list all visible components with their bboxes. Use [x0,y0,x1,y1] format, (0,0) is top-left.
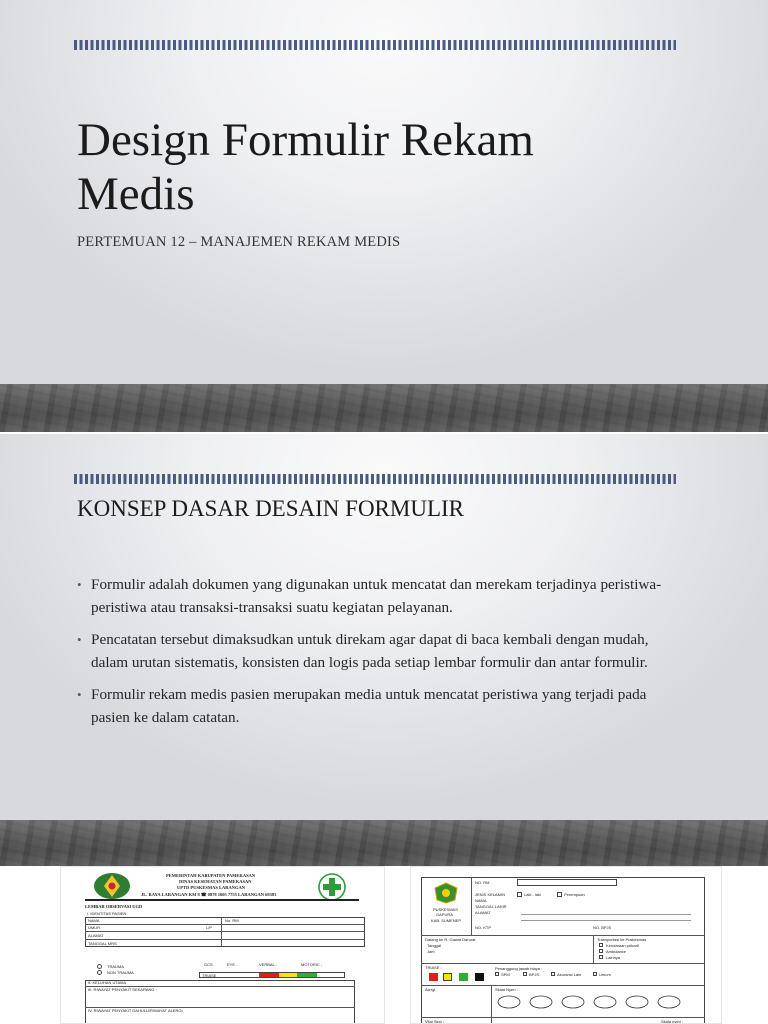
form-option-label: Lainnya [606,955,621,960]
form-field-label: UMUR [88,925,100,930]
form-field-label: JENIS KELAMIN [475,892,506,897]
form-field-label: NAMA [475,898,487,903]
triage-red-swatch [429,973,438,981]
table-line [221,917,222,947]
bullet-text: Formulir adalah dokumen yang digunakan untuk mencatat dan merekam terjadinya peristiwa-peristiwa atau transaksi-transaksi suatu kegiatan pelayanan. [91,576,662,616]
triage-green-swatch [459,973,468,981]
form-header-line: UPTD PUSKESMAS LARANGAN [177,885,246,890]
form-field-label: Datang ke R. Gawat Darurat [425,937,476,942]
checkbox-icon [593,972,597,976]
form-field-label: Skala nyeri : [661,1019,684,1024]
form-field-label: EYE - [227,962,238,967]
table-line [85,939,365,940]
table-line [421,1017,705,1018]
triage-black-swatch [475,973,484,981]
form-field-label: No. RM [225,918,239,923]
form-field-label: TRIASE : [425,965,442,970]
form-option-label: Perempuan [564,892,585,897]
checkbox-icon [551,972,555,976]
table-line [421,935,705,936]
form-field-label: NO. BPJS [593,925,612,930]
bullet-dot-icon: • [77,687,82,702]
health-cross-icon [317,873,347,901]
form-header-line: PEMERINTAH KABUPATEN PAMEKASAN [166,873,256,878]
decorative-stripe-bar [74,474,676,484]
logo-caption: KAB. SUMENEP [431,918,462,923]
form-option-label: Ambulance [606,949,627,954]
pain-scale-faces-icon [497,994,697,1010]
regency-emblem-icon [91,871,133,901]
stone-texture-band [0,820,768,866]
bullet-item [77,683,667,729]
form-option-label: Laki - laki [524,892,541,897]
slide-subtitle: PERTEMUAN 12 – MANAJEMEN REKAM MEDIS [77,234,401,250]
form-section-label: IV. RIWAYAT PENYAKIT DAHULU/RIWAYAT ALERGI [88,1008,183,1013]
triage-yellow-swatch [443,973,452,981]
fill-line [521,920,691,921]
form-field-label: Vital Sign : [425,1019,445,1024]
form-field-label: Jam [427,949,435,954]
form-section-label: III. RIWAYAT PENYAKIT SEKARANG : [88,987,157,992]
triage-red-swatch [259,973,279,977]
form-field-label: ALAMAT [88,933,104,938]
checkbox-icon [495,972,499,976]
form-field-label: NO. RM [475,880,490,885]
slide-title-line2: Medis [77,168,195,220]
section-heading: KONSEP DASAR DESAIN FORMULIR [77,496,465,521]
checkbox-icon [599,943,603,947]
form-field-label: TRIASE [202,973,217,978]
fill-line [521,914,691,915]
form-doc-title: LEMBAR OBSERVASI UGD [85,904,143,909]
form-field-label: ALAMAT [475,910,491,915]
form-option-label: Umum [599,972,611,977]
bullet-dot-icon: • [77,577,82,592]
table-line [491,985,492,1024]
form-field-label: Transportasi ke Puskesmas [597,937,647,942]
rm-number-boxes [517,879,617,886]
form-thumbnail-puskesmas [410,866,722,1024]
bullet-text: Pencatatan tersebut dimaksudkan untuk direkam agar dapat di baca kembali dengan mudah, dalam urutan sistematis, konsisten dan logis pada setiap lembar formulir dan antar formulir. [91,631,649,671]
form-field-label: L/P [206,925,213,930]
form-field-label: TANGGAL MRS [88,941,117,946]
slide-title-line1: Design Formulir Rekam [77,114,534,166]
form-option-label: Kendaraan pribadi [606,943,639,948]
table-line [421,985,705,986]
checkbox-icon [523,972,527,976]
title-slide [0,0,768,432]
form-option-label: TRAUMA [107,964,124,969]
table-line [85,924,365,925]
form-option-label: Asuransi Lain [557,972,582,977]
form-option-label: NON TRAUMA [107,970,134,975]
form-field-label: GCS [204,962,213,967]
form-field-label: Alergi [425,987,436,992]
slide-title [77,113,697,221]
form-option-label: SPM [501,972,510,977]
bullet-list [77,573,667,738]
form-field-label: Penanggung jawab biaya : [495,966,543,971]
checkbox-icon [517,892,522,897]
radio-circle-icon [97,970,102,975]
form-option-label: BPJS [529,972,540,977]
table-line [593,935,594,963]
form-field-label: Tanggal [427,943,442,948]
bullet-item [77,573,667,619]
form-section-label: II. KELUHAN UTAMA [88,980,127,985]
form-field-label: TANGGAL LAHIR [475,904,507,909]
table-line [471,877,472,935]
triage-yellow-swatch [279,973,297,977]
header-divider [85,899,359,901]
bullet-item [77,628,667,674]
radio-circle-icon [97,964,102,969]
checkbox-icon [599,949,603,953]
form-field-label: NO. KTP [475,925,492,930]
table-line [85,931,365,932]
form-section-label: I. IDENTITAS PASIEN [87,911,127,916]
form-field-label: MOTORIC - [301,962,323,967]
bullet-dot-icon: • [77,632,82,647]
form-thumbnail-observasi-ugd [60,866,385,1024]
bullet-text: Formulir rekam medis pasien merupakan media untuk mencatat peristiwa yang terjadi pada pasien ke dalam catatan. [91,686,647,726]
stone-texture-band [0,384,768,432]
form-header-line: JL. RAYA LARANGAN KM 8 ☎ 0878 1605 7755 LARANGAN 69383 [141,892,277,897]
triage-green-swatch [297,973,317,977]
form-header-line: DINAS KESEHATAN PAMEKASAN [179,879,252,884]
checkbox-icon [599,955,603,959]
table-line [421,963,705,964]
checkbox-icon [557,892,562,897]
puskesmas-logo-icon [433,882,459,904]
logo-caption: GAPURA [436,912,453,917]
form-field-label: Skala Nyeri : [495,987,518,992]
form-field-label: NAMA [88,918,100,923]
logo-caption: PUSKESMAS [433,907,458,912]
decorative-stripe-bar [74,40,676,50]
form-field-label: VERBAL - [259,962,278,967]
